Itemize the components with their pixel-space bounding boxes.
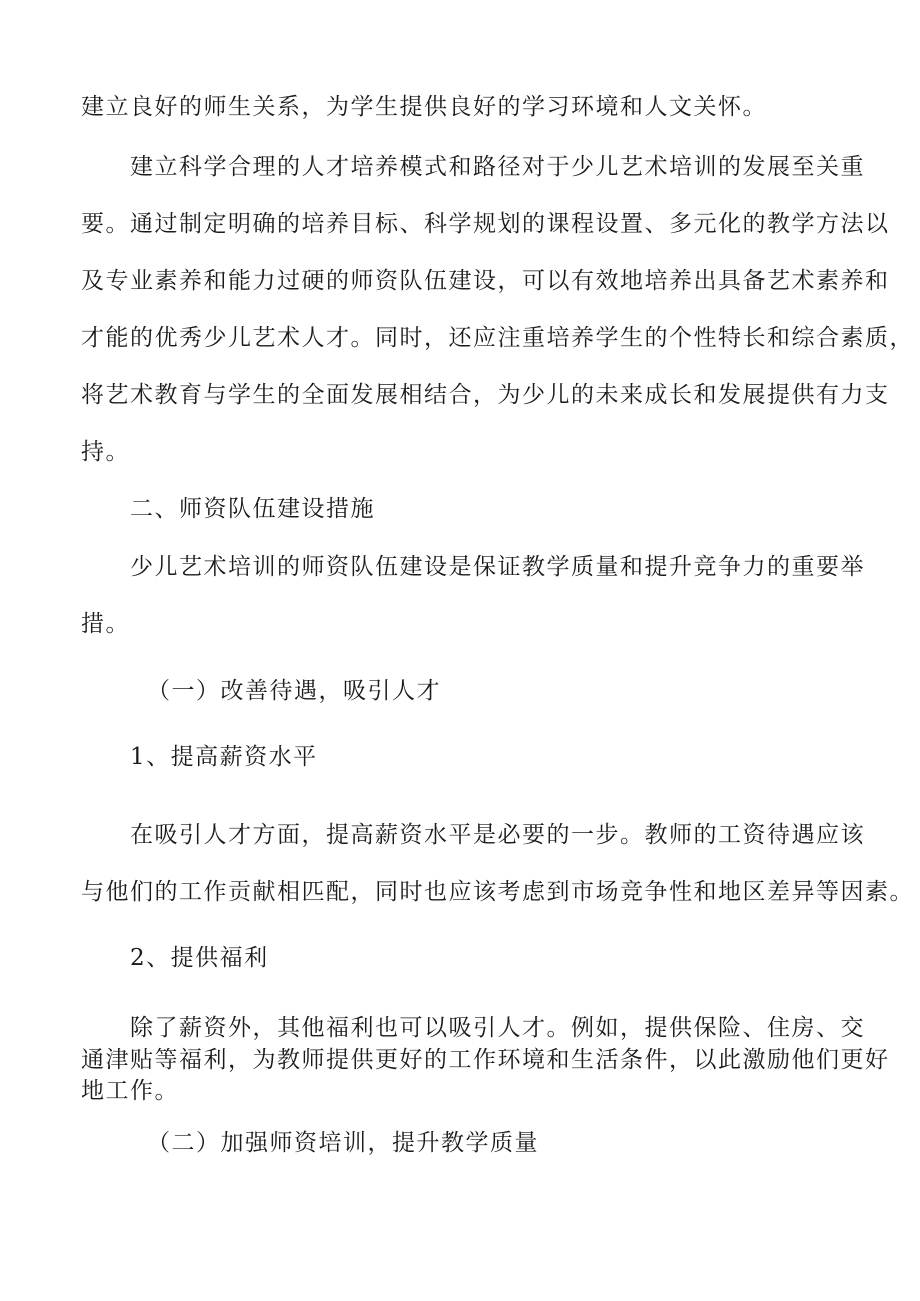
subsection-heading: （二）加强师资培训，提升教学质量	[147, 1130, 539, 1156]
paragraph-line: 通津贴等福利，为教师提供更好的工作环境和生活条件，以此激励他们更好	[81, 1047, 890, 1073]
paragraph-line: 才能的优秀少儿艺术人才。同时，还应注重培养学生的个性特长和综合素质，	[81, 325, 914, 351]
item-heading: 1、提高薪资水平	[130, 744, 318, 770]
paragraph-line: 除了薪资外，其他福利也可以吸引人才。例如，提供保险、住房、交	[130, 1015, 865, 1041]
paragraph-line: 及专业素养和能力过硬的师资队伍建设，可以有效地培养出具备艺术素养和	[81, 268, 890, 294]
item-heading: 2、提供福利	[130, 945, 269, 971]
paragraph-line: 建立科学合理的人才培养模式和路径对于少儿艺术培训的发展至关重	[130, 154, 865, 180]
paragraph-line: 要。通过制定明确的培养目标、科学规划的课程设置、多元化的教学方法以	[81, 211, 890, 237]
paragraph-line: 在吸引人才方面，提高薪资水平是必要的一步。教师的工资待遇应该	[130, 822, 865, 848]
paragraph-line: 少儿艺术培训的师资队伍建设是保证教学质量和提升竞争力的重要举	[130, 554, 865, 580]
subsection-heading: （一）改善待遇，吸引人才	[147, 678, 441, 704]
section-heading: 二、师资队伍建设措施	[130, 496, 375, 522]
paragraph-line: 持。	[81, 439, 130, 465]
paragraph-line: 与他们的工作贡献相匹配，同时也应该考虑到市场竞争性和地区差异等因素。	[81, 879, 914, 905]
paragraph-line: 措。	[81, 611, 130, 637]
paragraph-line: 地工作。	[81, 1078, 179, 1104]
paragraph-line: 建立良好的师生关系，为学生提供良好的学习环境和人文关怀。	[81, 94, 767, 120]
paragraph-line: 将艺术教育与学生的全面发展相结合，为少儿的未来成长和发展提供有力支	[81, 382, 890, 408]
